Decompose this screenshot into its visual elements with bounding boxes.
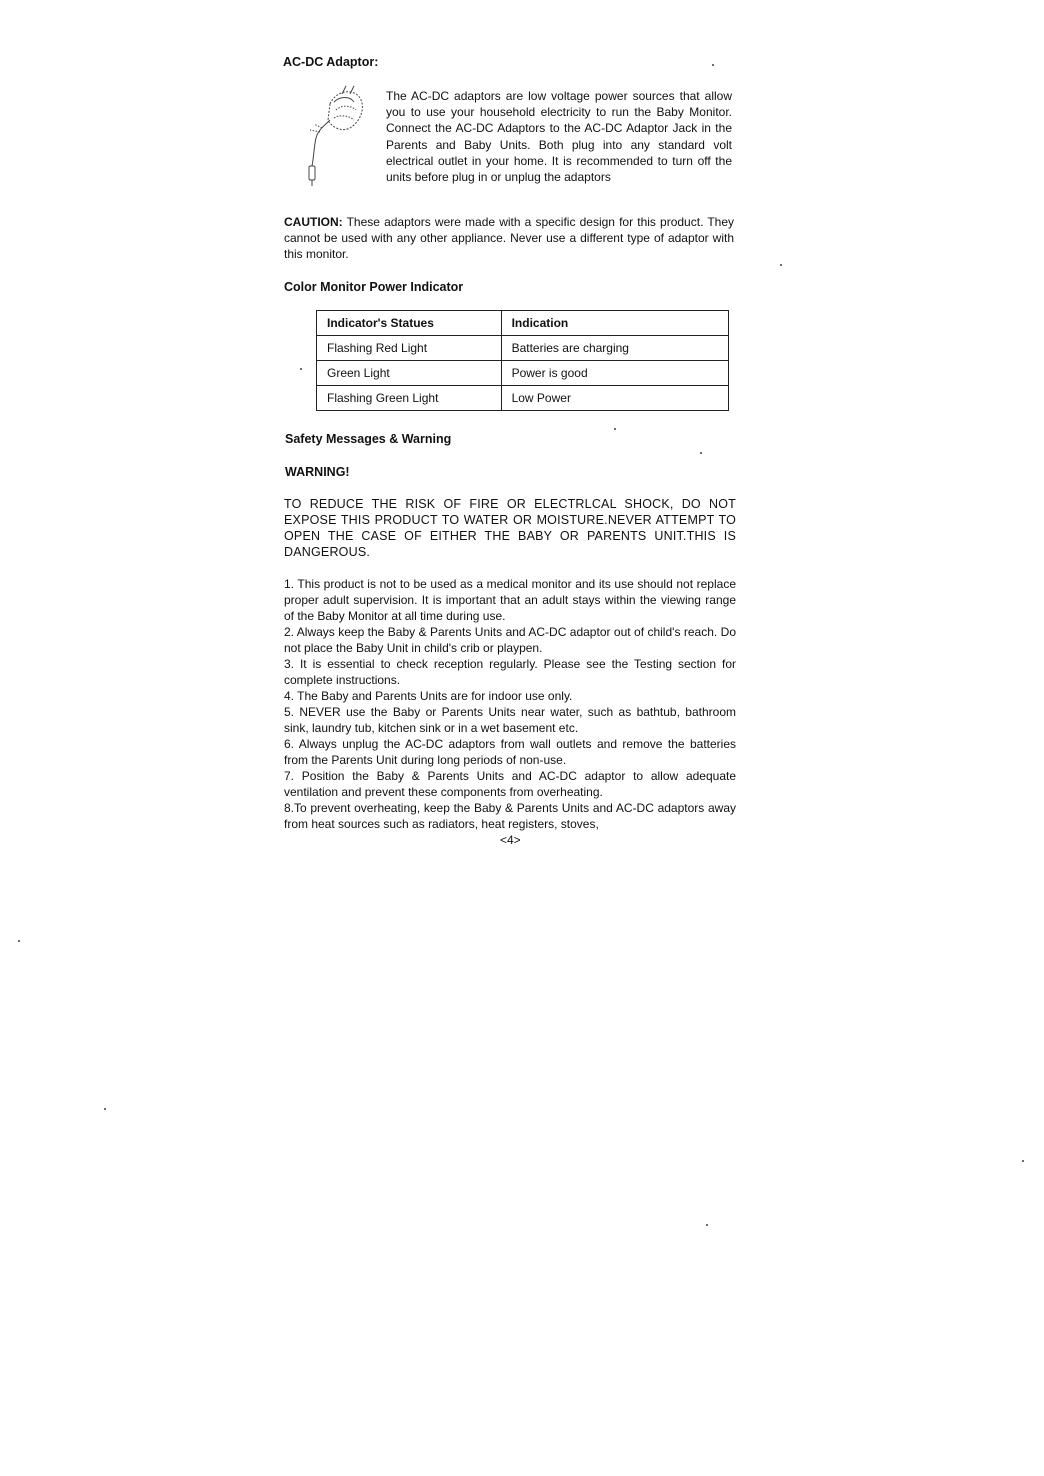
scan-speck <box>614 428 616 430</box>
table-header-cell: Indicator's Statues <box>317 311 502 336</box>
scan-speck <box>780 264 782 266</box>
scan-speck <box>18 940 20 942</box>
table-cell: Low Power <box>501 386 728 411</box>
power-indicator-heading: Color Monitor Power Indicator <box>284 280 464 294</box>
scan-speck <box>700 452 702 454</box>
table-row <box>317 386 729 411</box>
scan-speck <box>706 1224 708 1226</box>
table-cell: Power is good <box>501 361 728 386</box>
list-item: 3. It is essential to check reception regularly. Please see the Testing section for complete instructions. <box>284 657 736 687</box>
table-cell: Flashing Green Light <box>317 386 502 411</box>
list-item: 4. The Baby and Parents Units are for indoor use only. <box>284 689 573 703</box>
safety-heading: Safety Messages & Warning <box>285 432 452 446</box>
table-row <box>317 361 729 386</box>
table-cell: Flashing Red Light <box>317 336 502 361</box>
adaptor-intro-text: The AC-DC adaptors are low voltage power sources that allow you to use your household electricity to run the Baby Monitor. Connect the AC-DC Adaptors to the AC-DC Adaptor Jack in the Parents and Baby Units. Both plug into any standard volt electrical outlet in your home. It is recommended to turn off the units before plug in or unplug the adaptors <box>386 89 732 185</box>
power-indicator-table <box>316 310 729 411</box>
caution-label: CAUTION: <box>284 215 343 229</box>
table-row <box>317 336 729 361</box>
caution-paragraph <box>284 214 734 262</box>
list-item: 7. Position the Baby & Parents Units and AC-DC adaptor to allow adequate ventilation and prevent these components from overheating. <box>284 769 736 799</box>
scan-speck <box>104 1108 106 1110</box>
page-number: <4> <box>500 833 521 847</box>
list-item: 5. NEVER use the Baby or Parents Units near water, such as bathtub, bathroom sink, laundry tub, kitchen sink or in a wet basement etc. <box>284 705 736 735</box>
warning-label: WARNING! <box>285 465 350 479</box>
scan-speck <box>712 64 714 66</box>
warning-text: TO REDUCE THE RISK OF FIRE OR ELECTRLCAL SHOCK, DO NOT EXPOSE THIS PRODUCT TO WATER OR MOISTURE.NEVER ATTEMPT TO OPEN THE CASE OF EITHER THE BABY OR PARENTS UNIT.THIS IS DANGEROUS. <box>284 497 736 559</box>
table-cell: Green Light <box>317 361 502 386</box>
ac-dc-adaptor-plug-icon <box>300 80 366 188</box>
list-item: 1. This product is not to be used as a medical monitor and its use should not replace proper adult supervision. It is important that an adult stays within the viewing range of the Baby Monitor at all time during use. <box>284 577 736 623</box>
scan-speck <box>1022 1160 1024 1162</box>
table-header-row <box>317 311 729 336</box>
table-header-cell: Indication <box>501 311 728 336</box>
safety-list <box>284 576 736 832</box>
scan-speck <box>300 368 302 370</box>
table-cell: Batteries are charging <box>501 336 728 361</box>
list-item: 2. Always keep the Baby & Parents Units and AC-DC adaptor out of child's reach. Do not place the Baby Unit in child's crib or playpen. <box>284 625 736 655</box>
list-item: 8.To prevent overheating, keep the Baby & Parents Units and AC-DC adaptors away from heat sources such as radiators, heat registers, stoves, <box>284 801 736 831</box>
list-item: 6. Always unplug the AC-DC adaptors from wall outlets and remove the batteries from the Parents Unit during long periods of non-use. <box>284 737 736 767</box>
caution-text: These adaptors were made with a specific design for this product. They cannot be used with any other appliance. Never use a different type of adaptor with this monitor. <box>284 215 734 261</box>
adaptor-heading: AC-DC Adaptor: <box>283 55 379 69</box>
